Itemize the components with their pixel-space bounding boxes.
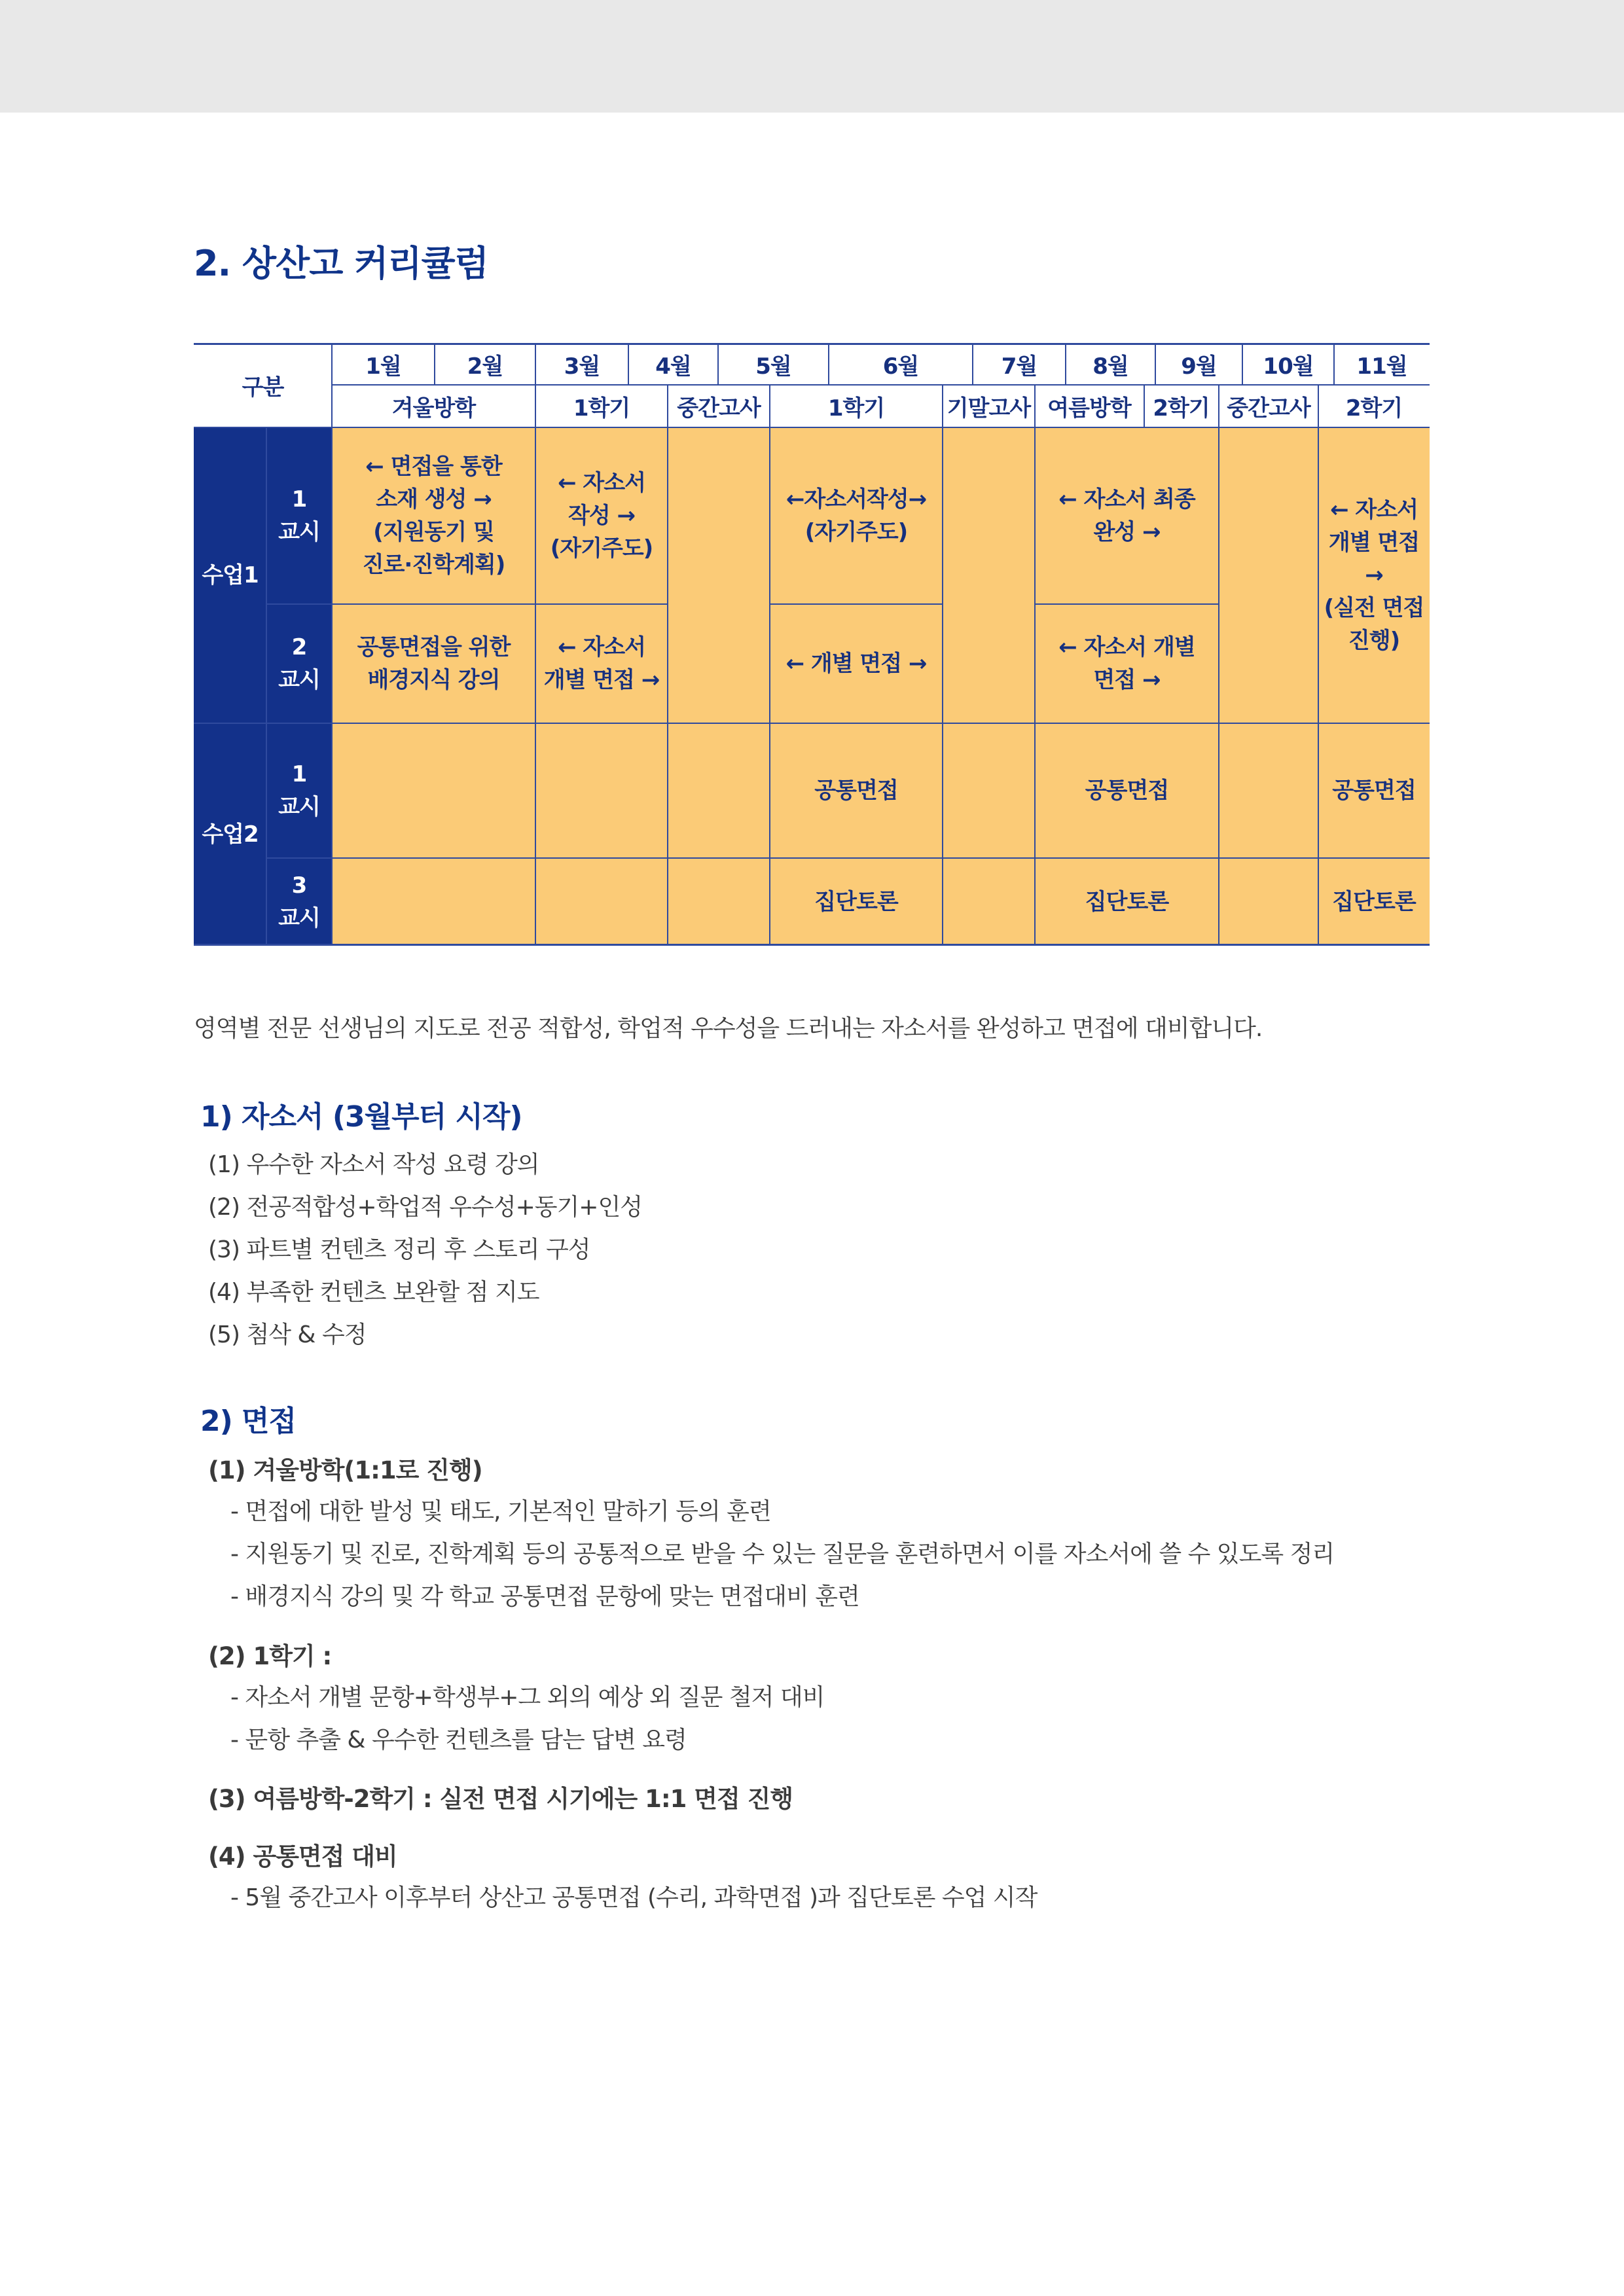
list-item: - 5월 중간고사 이후부터 상산고 공통면접 (수리, 과학면접 )과 집단토론 수업 시작 — [230, 1884, 1038, 1911]
period-header: 2학기 — [1345, 395, 1403, 422]
period-header: 2학기 — [1153, 395, 1210, 422]
group-label-class1: 수업1 — [194, 427, 266, 723]
month-header: 2월 — [467, 353, 503, 380]
schedule-cell-winter-period1: ← 면접을 통한 소재 생성 → (지원동기 및 진로·진학계획) — [362, 454, 505, 578]
table-rule — [1035, 603, 1219, 605]
curriculum-table — [194, 343, 1430, 945]
list-item: - 배경지식 강의 및 각 학교 공통면접 문항에 맞는 면접대비 훈련 — [230, 1583, 859, 1610]
month-header: 9월 — [1181, 353, 1217, 380]
page-header-band — [0, 0, 1624, 113]
table-rule — [266, 603, 668, 605]
list-item: (4) 부족한 컨텐츠 보완할 점 지도 — [208, 1279, 539, 1306]
subheading-winter: (1) 겨울방학(1:1로 진행) — [208, 1456, 482, 1484]
period-header: 여름방학 — [1047, 395, 1131, 422]
schedule-cell-summer-period1: ← 자소서 최종 완성 → — [1058, 486, 1195, 545]
period-header: 1학기 — [827, 395, 885, 422]
table-rule — [194, 343, 1430, 345]
schedule-cell-nov-joint-interview: 공통면접 — [1332, 778, 1416, 804]
list-item: (1) 우수한 자소서 작성 요령 강의 — [208, 1151, 539, 1178]
row-label-period1: 1 교시 — [266, 427, 332, 604]
month-header: 7월 — [1001, 353, 1038, 380]
month-header: 6월 — [882, 353, 919, 380]
section-heading-interview: 2) 면접 — [200, 1405, 297, 1438]
period-header: 겨울방학 — [391, 395, 476, 422]
list-item: - 자소서 개별 문항+학생부+그 외의 예상 외 질문 철저 대비 — [230, 1684, 825, 1711]
table-rule — [770, 603, 943, 605]
group-label-class2: 수업2 — [194, 723, 266, 945]
list-item: (2) 전공적합성+학업적 우수성+동기+인성 — [208, 1194, 643, 1221]
month-header: 3월 — [564, 353, 600, 380]
table-rule — [942, 385, 943, 945]
category-header: 구분 — [242, 374, 284, 401]
schedule-cell-nov-period1-2: ← 자소서 개별 면접 → (실전 면접 진행) — [1324, 497, 1424, 654]
table-rule — [535, 343, 536, 945]
table-rule — [717, 343, 719, 385]
schedule-cell-june-period2: ← 개별 면접 → — [785, 651, 927, 677]
schedule-cell-summer-period2: ← 자소서 개별 면접 → — [1058, 634, 1195, 693]
table-rule — [434, 343, 435, 385]
list-item: - 문항 추출 & 우수한 컨텐츠를 담는 답변 요령 — [230, 1727, 687, 1753]
table-rule — [1034, 385, 1036, 945]
subheading-summer: (3) 여름방학-2학기 : 실전 면접 시기에는 1:1 면접 진행 — [208, 1785, 793, 1813]
schedule-cell-june-group-debate: 집단토론 — [814, 888, 898, 915]
table-rule — [667, 385, 668, 945]
list-item: (3) 파트별 컨텐츠 정리 후 스토리 구성 — [208, 1236, 590, 1263]
table-rule — [266, 427, 267, 945]
period-header: 기말고사 — [947, 395, 1031, 422]
table-rule — [1333, 343, 1335, 385]
schedule-cell-summer-group-debate: 집단토론 — [1085, 888, 1169, 915]
schedule-cell-june-period1: ←자소서작성→ (자기주도) — [785, 486, 927, 545]
month-header: 8월 — [1092, 353, 1128, 380]
table-rule — [972, 343, 973, 385]
table-rule — [331, 343, 333, 945]
subheading-joint-interview: (4) 공통면접 대비 — [208, 1842, 397, 1871]
table-rule — [1144, 385, 1145, 427]
schedule-cell-winter-period2: 공통면접을 위한 배경지식 강의 — [357, 634, 511, 693]
table-rule — [332, 384, 1430, 386]
table-rule — [769, 385, 770, 945]
table-rule — [194, 427, 1430, 428]
schedule-cell-june-joint-interview: 공통면접 — [814, 778, 898, 804]
intro-text: 영역별 전문 선생님의 지도로 전공 적합성, 학업적 우수성을 드러내는 자소서를 완성하고 면접에 대비합니다. — [194, 1015, 1263, 1042]
subheading-semester1: (2) 1학기 : — [208, 1642, 332, 1670]
schedule-cell-sem1-period2: ← 자소서 개별 면접 → — [543, 634, 660, 693]
table-rule — [1318, 385, 1319, 945]
month-header: 5월 — [755, 353, 791, 380]
row-label-period2: 2 교시 — [266, 604, 332, 723]
table-rule — [266, 857, 1430, 859]
month-header: 4월 — [655, 353, 691, 380]
table-rule — [628, 343, 629, 385]
schedule-cell-nov-group-debate: 집단토론 — [1332, 888, 1416, 915]
section-heading-essay: 1) 자소서 (3월부터 시작) — [200, 1100, 522, 1134]
row-label-period1b: 1 교시 — [266, 723, 332, 858]
schedule-cell-summer-joint-interview: 공통면접 — [1085, 778, 1169, 804]
table-rule — [1242, 343, 1243, 385]
list-item: - 지원동기 및 진로, 진학계획 등의 공통적으로 받을 수 있는 질문을 훈련하면서 이를 자소서에 쓸 수 있도록 정리 — [230, 1541, 1335, 1568]
period-header: 중간고사 — [1227, 395, 1310, 422]
table-rule — [828, 343, 829, 385]
month-header: 10월 — [1263, 353, 1314, 380]
month-header: 11월 — [1356, 353, 1407, 380]
table-rule — [194, 944, 1430, 946]
period-header: 1학기 — [573, 395, 630, 422]
table-rule — [1218, 427, 1219, 945]
table-rule — [1218, 385, 1219, 427]
table-rule — [1065, 343, 1066, 385]
list-item: (5) 첨삭 & 수정 — [208, 1321, 367, 1348]
table-rule — [1155, 343, 1156, 385]
schedule-cell-sem1-period1: ← 자소서 작성 → (자기주도) — [550, 470, 653, 562]
row-label-period3: 3 교시 — [266, 858, 332, 945]
table-rule — [194, 723, 1430, 724]
period-header: 중간고사 — [677, 395, 761, 422]
list-item: - 면접에 대한 발성 및 태도, 기본적인 말하기 등의 훈련 — [230, 1498, 771, 1525]
section-title: 2. 상산고 커리큘럼 — [194, 243, 488, 284]
month-header: 1월 — [365, 353, 401, 380]
